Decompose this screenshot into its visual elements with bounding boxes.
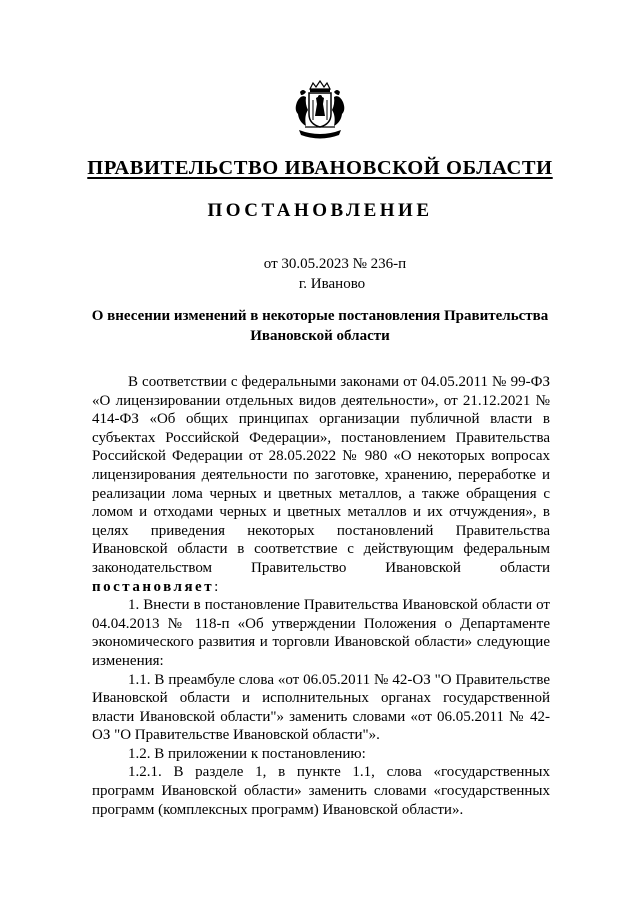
- document-city: г. Иваново: [298, 276, 366, 292]
- ivanovo-coat-of-arms-icon: [291, 80, 349, 142]
- document-body: [92, 373, 550, 819]
- resolves-colon: :: [214, 578, 219, 595]
- document-date-number: от 30.05.2023 № 236-п: [263, 256, 407, 272]
- resolves-word: постановляет: [92, 578, 215, 595]
- organization-title: ПРАВИТЕЛЬСТВО ИВАНОВСКОЙ ОБЛАСТИ: [87, 157, 553, 179]
- preamble-text: В соответствии с федеральными законами от 04.05.2011 № 99-ФЗ «О лицензировании отдельных видов деятельности», от 21.12.2021 № 414-ФЗ «Об общих принципах организации публичной власти в субъектах Российской Федерации», постановлением Правительства Российской Федерации от 28.05.2022 № 980 «О некоторых вопросах лицензирования деятельности по заготовке, хранению, переработке и реализации лома черных и цветных металлов, а также обращения с ломом и отходами черных и цветных металлов и их отчуждения», в целях приведения некоторых постановлений Правительства Ивановской области в соответствие с действующим федеральным законодательством Правительство Ивановской области: [92, 374, 550, 576]
- item-1-1-paragraph: 1.1. В преамбуле слова «от 06.05.2011 № 42-ОЗ "О Правительстве Ивановской области и исполнительных органах государственной власти Ивановской области"» заменить словами «от 06.05.2011 № 42-ОЗ "О Правительстве Ивановской области"».: [92, 671, 550, 744]
- item-1-paragraph: 1. Внести в постановление Правительства Ивановской области от 04.04.2013 № 118-п «Об утверждении Положения о Департаменте экономического развития и торговли Ивановской области» следующие изменения:: [92, 597, 550, 669]
- document-subject: О внесении изменений в некоторые постановления Правительства Ивановской области: [91, 308, 549, 344]
- preamble-paragraph: [92, 373, 550, 596]
- document-type: ПОСТАНОВЛЕНИЕ: [207, 200, 433, 221]
- item-1-2-paragraph: 1.2. В приложении к постановлению:: [128, 745, 366, 762]
- item-1-2-1-paragraph: 1.2.1. В разделе 1, в пункте 1.1, слова «государственных программ Ивановской области» заменить словами «государственных программ (комплексных программ) Ивановской области».: [92, 764, 550, 818]
